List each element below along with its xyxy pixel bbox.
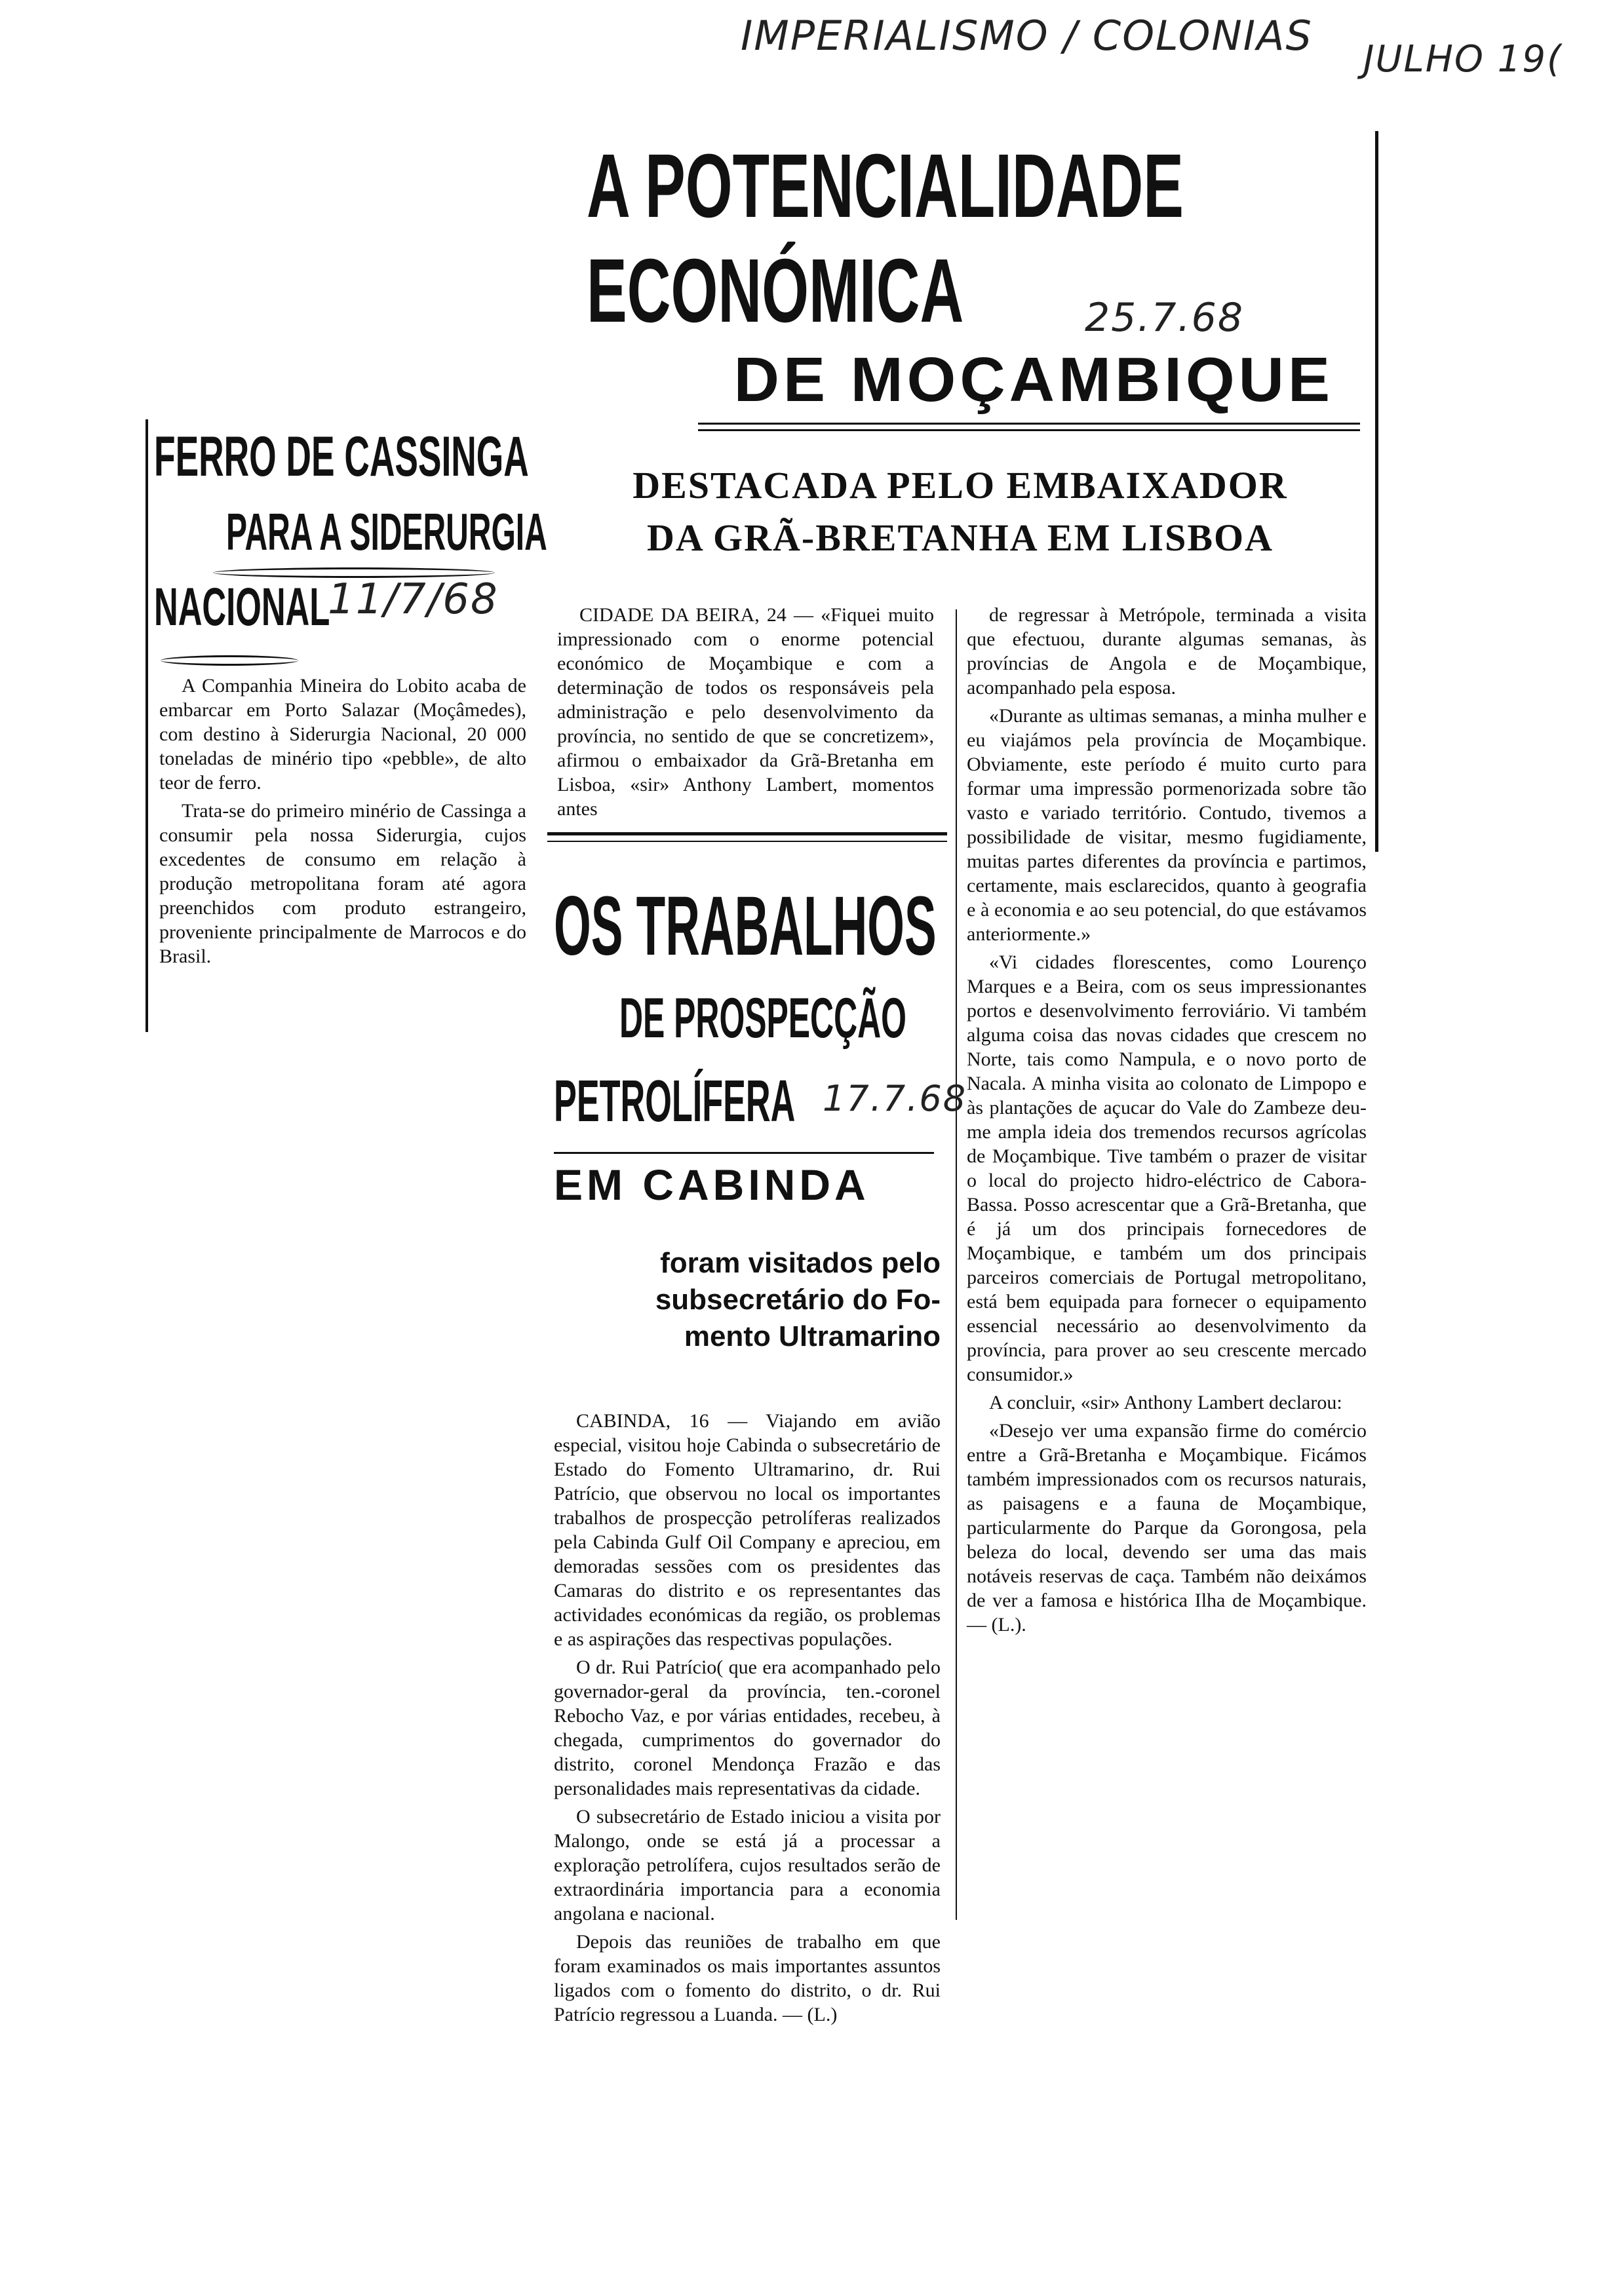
- oil-subtitle-line1: foram visitados pelo: [660, 1247, 941, 1279]
- left-article-title-line1: FERRO DE CASSINGA: [154, 425, 529, 488]
- paragraph: de regressar à Metrópole, terminada a visita que efectuou, durante algumas semanas, às províncias de Angola e de Moçambique, acompanhado pela esposa.: [967, 604, 1367, 698]
- oil-title-line1: OS TRABALHOS: [554, 879, 937, 973]
- oil-title-line3: PETROLÍFERA: [554, 1069, 796, 1134]
- handwritten-date-left: 11/7/68: [328, 575, 499, 624]
- handwritten-date-main: 25.7.68: [1085, 295, 1245, 341]
- paragraph: «Durante as ultimas semanas, a minha mulher e eu viajámos pela província de Moçambique. Obviamente, este período é muito curto para formar uma impressão pormenorizada sobre tão vasto e variado território. Contudo, tivemos a possibilidade de visitar, mesmo fugidiamente, muitas partes diferentes da província e partimos, certamente, mais esclarecidos, quanto à geografia e à economia e ao seu potencial, do que estávamos anteriormente.»: [967, 705, 1367, 945]
- left-article: [154, 425, 547, 1027]
- main-article-right-border: [1375, 131, 1378, 852]
- oil-subtitle: [554, 1245, 941, 1355]
- headline-line1: A POTENCIALIDADE: [587, 136, 1184, 237]
- paragraph: O subsecretário de Estado iniciou a visita por Malongo, onde se está já a processar a exploração petrolífera, cujos resultados serão de extraordinária importancia para a economia angolana e nacional.: [554, 1806, 941, 1924]
- handwritten-date-oil: 17.7.68: [823, 1078, 967, 1119]
- handwritten-topic: IMPERIALISMO / COLONIAS: [741, 12, 1313, 60]
- paragraph: A Companhia Mineira do Lobito acaba de embarcar em Porto Salazar (Moçâmedes), com destino à Siderurgia Nacional, 20 000 toneladas de minério tipo «pebble», de alto teor de ferro.: [159, 675, 526, 794]
- paragraph: CABINDA, 16 — Viajando em avião especial, visitou hoje Cabinda o subsecretário de Estado do Fomento Ultramarino, dr. Rui Patrício, que observou no local os importantes trabalhos de prospecção petrolíferas realizados pela Cabinda Gulf Oil Company e apreciou, em demoradas sessões com os presidentes das Camaras do distrito e os representantes das actividades económicas da região, os problemas e as aspirações das respectivas populações.: [554, 1410, 941, 1650]
- headline-rule: [698, 423, 1360, 425]
- oil-subtitle-line2: subsecretário do Fo-: [655, 1284, 941, 1316]
- deck-line2: DA GRÃ-BRETANHA EM LISBOA: [646, 516, 1274, 559]
- left-article-border: [146, 419, 151, 1032]
- oil-title-line4: EM CABINDA: [554, 1160, 870, 1209]
- oil-article-body: [554, 1409, 941, 2031]
- paragraph: A concluir, «sir» Anthony Lambert declarou:: [989, 1392, 1342, 1413]
- paragraph: Trata-se do primeiro minério de Cassinga a consumir pela nossa Siderurgia, cujos excedentes de consumo em relação à produção metropolitana foram até agora preenchidos com produto estrangeiro, proveniente principalmente de Marrocos e do Brasil.: [159, 800, 526, 967]
- oil-article: [554, 878, 967, 2221]
- paragraph: Depois das reuniões de trabalho em que foram examinados os mais importantes assuntos ligados com o fomento do distrito, o dr. Rui Patrício regressou a Luanda. — (L.): [554, 1931, 941, 2025]
- main-article-col2: [967, 603, 1367, 1641]
- oil-title-line2: DE PROSPECÇÃO: [619, 987, 906, 1050]
- paragraph: «Vi cidades florescentes, como Lourenço Marques e a Beira, com os seus impressionantes portos e desenvolvimento ferroviário. Vi também alguma coisa das novas cidades que crescem no Norte, tais como Nampula, e o novo porto de Nacala. A minha visita ao colonato de Limpopo e às plantações de açucar do Vale do Zambeze deu-me ampla ideia dos tremendos recursos agrícolas de Moçambique. Tive também o prazer de visitar o local do projecto hidro-eléctrico de Cabora-Bassa. Posso acrescentar que a Grã-Bretanha, que é já um dos principais fornecedores de Moçambique, e também um dos principais parceiros comerciais de Portugal metropolitano, está bem equipada para fornecer o equipamento essencial necessário ao desenvolvimento da província, para prover ao seu crescente mercado consumidor.»: [967, 951, 1367, 1385]
- section-rule: [547, 832, 947, 835]
- left-article-title-line3: NACIONAL: [154, 577, 330, 637]
- section-rule: [547, 841, 947, 842]
- oil-subtitle-line3: mento Ultramarino: [684, 1320, 941, 1352]
- title-ornament-small: [161, 655, 298, 666]
- section-rule: [554, 1152, 934, 1154]
- headline-line3: DE MOÇAMBIQUE: [733, 345, 1334, 415]
- main-article-col1: [557, 603, 934, 825]
- handwritten-month: JULHO 19(: [1363, 38, 1563, 81]
- left-article-body: [159, 674, 526, 972]
- headline-rule: [698, 429, 1360, 431]
- paragraph: CIDADE DA BEIRA, 24 — «Fiquei muito impressionado com o enorme potencial económico de Moçambique e com a determinação de todos os responsáveis pela administração e pelo desenvolvimento da província, no sentido de que se concretizem», afirmou o embaixador da Grã-Bretanha em Lisboa, «sir» Anthony Lambert, momentos antes: [557, 604, 934, 820]
- paragraph: O dr. Rui Patrício( que era acompanhado pelo governador-geral da província, ten.-coronel Rebocho Vaz, e por várias entidades, recebeu, à chegada, cumprimentos do governador do distrito, coronel Mendonça Frazão e das personalidades mais representativas da cidade.: [554, 1656, 941, 1799]
- headline-line2: ECONÓMICA: [587, 240, 964, 341]
- paragraph: «Desejo ver uma expansão firme do comércio entre a Grã-Bretanha e Moçambique. Ficámos também impressionados com os recursos naturais, as paisagens e a fauna de Moçambique, particularmente do Parque da Gorongosa, pela beleza do local, devendo ser uma das mais notáveis reservas de caça. Também não deixámos de ver a famosa e histórica Ilha de Moçambique. — (L.).: [967, 1420, 1367, 1636]
- left-article-title-line2: PARA A SIDERURGIA: [226, 503, 547, 561]
- deck-line1: DESTACADA PELO EMBAIXADOR: [632, 464, 1288, 507]
- column-divider: [956, 609, 957, 1920]
